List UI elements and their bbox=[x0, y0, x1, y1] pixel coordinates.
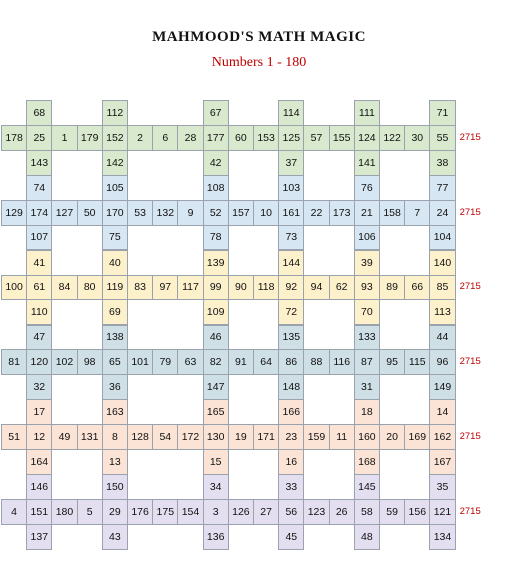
below-cell: 136 bbox=[203, 524, 229, 550]
above-cell: 105 bbox=[102, 175, 128, 201]
below-cell: 143 bbox=[26, 150, 52, 176]
row-cell: 94 bbox=[303, 275, 329, 301]
row-total: 2715 bbox=[459, 356, 481, 368]
row-cell: 60 bbox=[228, 125, 254, 151]
row-cell: 129 bbox=[1, 200, 27, 226]
row-cell: 63 bbox=[177, 349, 203, 375]
above-cell: 35 bbox=[429, 474, 455, 500]
row-cell: 89 bbox=[379, 275, 405, 301]
below-cell: 69 bbox=[102, 299, 128, 325]
row-cell: 80 bbox=[77, 275, 103, 301]
row-cell: 178 bbox=[1, 125, 27, 151]
row-cell: 179 bbox=[77, 125, 103, 151]
row-cell: 123 bbox=[303, 499, 329, 525]
row-cell: 90 bbox=[228, 275, 254, 301]
row-cell: 59 bbox=[379, 499, 405, 525]
above-cell: 34 bbox=[203, 474, 229, 500]
above-cell: 71 bbox=[429, 100, 455, 126]
row-cell: 62 bbox=[329, 275, 355, 301]
row-total: 2715 bbox=[459, 281, 481, 293]
below-cell: 13 bbox=[102, 449, 128, 475]
below-cell: 141 bbox=[354, 150, 380, 176]
below-cell: 104 bbox=[429, 225, 455, 251]
row-cell: 132 bbox=[152, 200, 178, 226]
row-cell: 56 bbox=[278, 499, 304, 525]
above-cell: 74 bbox=[26, 175, 52, 201]
below-cell: 31 bbox=[354, 374, 380, 400]
above-cell: 133 bbox=[354, 325, 380, 351]
page-title: MAHMOOD'S MATH MAGIC bbox=[152, 29, 366, 45]
above-cell: 139 bbox=[203, 250, 229, 276]
below-cell: 113 bbox=[429, 299, 455, 325]
above-cell: 39 bbox=[354, 250, 380, 276]
row-total: 2715 bbox=[459, 206, 481, 218]
row-cell: 9 bbox=[177, 200, 203, 226]
row-cell: 100 bbox=[1, 275, 27, 301]
below-cell: 142 bbox=[102, 150, 128, 176]
above-cell: 114 bbox=[278, 100, 304, 126]
row-cell: 173 bbox=[329, 200, 355, 226]
below-cell: 168 bbox=[354, 449, 380, 475]
below-cell: 109 bbox=[203, 299, 229, 325]
row-cell: 175 bbox=[152, 499, 178, 525]
above-cell: 77 bbox=[429, 175, 455, 201]
above-cell: 67 bbox=[203, 100, 229, 126]
row-cell: 50 bbox=[77, 200, 103, 226]
row-cell: 26 bbox=[329, 499, 355, 525]
row-cell: 25 bbox=[26, 125, 52, 151]
row-cell: 101 bbox=[127, 349, 153, 375]
below-cell: 70 bbox=[354, 299, 380, 325]
above-cell: 163 bbox=[102, 399, 128, 425]
above-cell: 14 bbox=[429, 399, 455, 425]
below-cell: 38 bbox=[429, 150, 455, 176]
row-cell: 86 bbox=[278, 349, 304, 375]
row-cell: 11 bbox=[329, 424, 355, 450]
row-cell: 6 bbox=[152, 125, 178, 151]
above-cell: 18 bbox=[354, 399, 380, 425]
below-cell: 45 bbox=[278, 524, 304, 550]
below-cell: 36 bbox=[102, 374, 128, 400]
row-cell: 169 bbox=[404, 424, 430, 450]
row-cell: 128 bbox=[127, 424, 153, 450]
row-cell: 5 bbox=[77, 499, 103, 525]
above-cell: 140 bbox=[429, 250, 455, 276]
row-cell: 119 bbox=[102, 275, 128, 301]
above-cell: 17 bbox=[26, 399, 52, 425]
above-cell: 76 bbox=[354, 175, 380, 201]
row-cell: 54 bbox=[152, 424, 178, 450]
row-cell: 95 bbox=[379, 349, 405, 375]
row-cell: 93 bbox=[354, 275, 380, 301]
row-cell: 125 bbox=[278, 125, 304, 151]
row-cell: 161 bbox=[278, 200, 304, 226]
row-total: 2715 bbox=[459, 505, 481, 517]
below-cell: 72 bbox=[278, 299, 304, 325]
above-cell: 47 bbox=[26, 325, 52, 351]
row-cell: 82 bbox=[203, 349, 229, 375]
row-cell: 2 bbox=[127, 125, 153, 151]
row-cell: 1 bbox=[51, 125, 77, 151]
above-cell: 111 bbox=[354, 100, 380, 126]
row-cell: 124 bbox=[354, 125, 380, 151]
row-cell: 87 bbox=[354, 349, 380, 375]
row-cell: 162 bbox=[429, 424, 455, 450]
row-cell: 65 bbox=[102, 349, 128, 375]
row-cell: 79 bbox=[152, 349, 178, 375]
below-cell: 32 bbox=[26, 374, 52, 400]
above-cell: 135 bbox=[278, 325, 304, 351]
row-cell: 171 bbox=[253, 424, 279, 450]
above-cell: 41 bbox=[26, 250, 52, 276]
row-cell: 27 bbox=[253, 499, 279, 525]
row-cell: 66 bbox=[404, 275, 430, 301]
row-cell: 52 bbox=[203, 200, 229, 226]
row-cell: 19 bbox=[228, 424, 254, 450]
below-cell: 107 bbox=[26, 225, 52, 251]
below-cell: 110 bbox=[26, 299, 52, 325]
row-cell: 21 bbox=[354, 200, 380, 226]
row-cell: 55 bbox=[429, 125, 455, 151]
row-cell: 157 bbox=[228, 200, 254, 226]
row-cell: 151 bbox=[26, 499, 52, 525]
below-cell: 137 bbox=[26, 524, 52, 550]
above-cell: 40 bbox=[102, 250, 128, 276]
above-cell: 166 bbox=[278, 399, 304, 425]
row-total: 2715 bbox=[459, 131, 481, 143]
below-cell: 78 bbox=[203, 225, 229, 251]
row-cell: 51 bbox=[1, 424, 27, 450]
row-cell: 131 bbox=[77, 424, 103, 450]
below-cell: 16 bbox=[278, 449, 304, 475]
row-cell: 85 bbox=[429, 275, 455, 301]
row-cell: 160 bbox=[354, 424, 380, 450]
row-cell: 152 bbox=[102, 125, 128, 151]
row-cell: 64 bbox=[253, 349, 279, 375]
row-cell: 84 bbox=[51, 275, 77, 301]
row-cell: 177 bbox=[203, 125, 229, 151]
below-cell: 75 bbox=[102, 225, 128, 251]
row-cell: 58 bbox=[354, 499, 380, 525]
below-cell: 147 bbox=[203, 374, 229, 400]
row-cell: 30 bbox=[404, 125, 430, 151]
row-cell: 130 bbox=[203, 424, 229, 450]
above-cell: 138 bbox=[102, 325, 128, 351]
row-cell: 22 bbox=[303, 200, 329, 226]
above-cell: 112 bbox=[102, 100, 128, 126]
row-cell: 153 bbox=[253, 125, 279, 151]
above-cell: 68 bbox=[26, 100, 52, 126]
row-cell: 102 bbox=[51, 349, 77, 375]
below-cell: 164 bbox=[26, 449, 52, 475]
below-cell: 148 bbox=[278, 374, 304, 400]
row-cell: 24 bbox=[429, 200, 455, 226]
row-cell: 180 bbox=[51, 499, 77, 525]
row-cell: 8 bbox=[102, 424, 128, 450]
row-cell: 115 bbox=[404, 349, 430, 375]
row-cell: 156 bbox=[404, 499, 430, 525]
above-cell: 44 bbox=[429, 325, 455, 351]
below-cell: 42 bbox=[203, 150, 229, 176]
above-cell: 144 bbox=[278, 250, 304, 276]
row-cell: 57 bbox=[303, 125, 329, 151]
row-cell: 7 bbox=[404, 200, 430, 226]
row-cell: 97 bbox=[152, 275, 178, 301]
above-cell: 150 bbox=[102, 474, 128, 500]
below-cell: 43 bbox=[102, 524, 128, 550]
row-total: 2715 bbox=[459, 431, 481, 443]
row-cell: 4 bbox=[1, 499, 27, 525]
row-cell: 10 bbox=[253, 200, 279, 226]
row-cell: 91 bbox=[228, 349, 254, 375]
row-cell: 23 bbox=[278, 424, 304, 450]
row-cell: 49 bbox=[51, 424, 77, 450]
row-cell: 159 bbox=[303, 424, 329, 450]
row-cell: 174 bbox=[26, 200, 52, 226]
page-subtitle: Numbers 1 - 180 bbox=[211, 55, 307, 70]
row-cell: 92 bbox=[278, 275, 304, 301]
row-cell: 12 bbox=[26, 424, 52, 450]
below-cell: 167 bbox=[429, 449, 455, 475]
row-cell: 3 bbox=[203, 499, 229, 525]
row-cell: 117 bbox=[177, 275, 203, 301]
below-cell: 106 bbox=[354, 225, 380, 251]
row-cell: 98 bbox=[77, 349, 103, 375]
row-cell: 120 bbox=[26, 349, 52, 375]
row-cell: 83 bbox=[127, 275, 153, 301]
below-cell: 149 bbox=[429, 374, 455, 400]
row-cell: 154 bbox=[177, 499, 203, 525]
row-cell: 170 bbox=[102, 200, 128, 226]
row-cell: 176 bbox=[127, 499, 153, 525]
row-cell: 155 bbox=[329, 125, 355, 151]
row-cell: 116 bbox=[329, 349, 355, 375]
row-cell: 121 bbox=[429, 499, 455, 525]
row-cell: 99 bbox=[203, 275, 229, 301]
above-cell: 146 bbox=[26, 474, 52, 500]
below-cell: 15 bbox=[203, 449, 229, 475]
above-cell: 108 bbox=[203, 175, 229, 201]
above-cell: 33 bbox=[278, 474, 304, 500]
above-cell: 145 bbox=[354, 474, 380, 500]
below-cell: 48 bbox=[354, 524, 380, 550]
below-cell: 37 bbox=[278, 150, 304, 176]
row-cell: 81 bbox=[1, 349, 27, 375]
row-cell: 53 bbox=[127, 200, 153, 226]
row-cell: 61 bbox=[26, 275, 52, 301]
row-cell: 158 bbox=[379, 200, 405, 226]
row-cell: 20 bbox=[379, 424, 405, 450]
row-cell: 127 bbox=[51, 200, 77, 226]
above-cell: 46 bbox=[203, 325, 229, 351]
below-cell: 73 bbox=[278, 225, 304, 251]
row-cell: 172 bbox=[177, 424, 203, 450]
row-cell: 118 bbox=[253, 275, 279, 301]
row-cell: 29 bbox=[102, 499, 128, 525]
row-cell: 88 bbox=[303, 349, 329, 375]
row-cell: 96 bbox=[429, 349, 455, 375]
above-cell: 103 bbox=[278, 175, 304, 201]
row-cell: 122 bbox=[379, 125, 405, 151]
below-cell: 134 bbox=[429, 524, 455, 550]
row-cell: 126 bbox=[228, 499, 254, 525]
above-cell: 165 bbox=[203, 399, 229, 425]
row-cell: 28 bbox=[177, 125, 203, 151]
